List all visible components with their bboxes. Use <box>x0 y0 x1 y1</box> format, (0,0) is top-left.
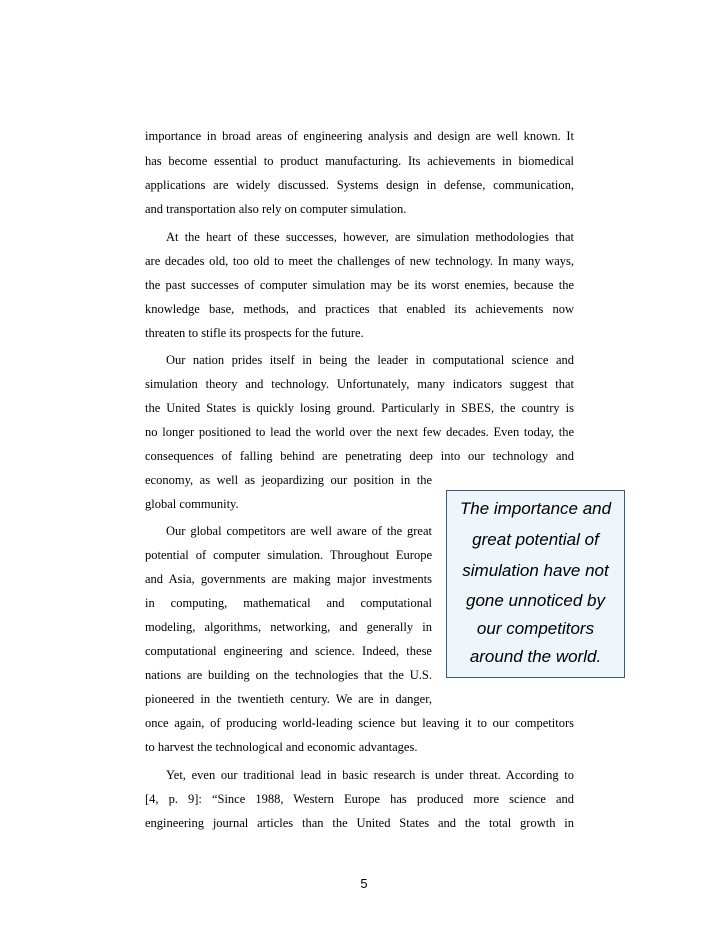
paragraph-4-line-1: Our global competitors are well aware of the great <box>166 524 432 538</box>
paragraph-4-line-6: computational engineering and science. Indeed, these <box>145 644 432 658</box>
pull-quote-line-3: simulation have not <box>462 561 609 580</box>
paragraph-4-line-9: once again, of producing world-leading science but leaving it to our competitors <box>145 716 574 730</box>
paragraph-1-line-3: applications are widely discussed. Systems design in defense, communication, <box>145 178 574 192</box>
paragraph-1-line-2: has become essential to product manufacturing. Its achievements in biomedical <box>145 154 574 168</box>
paragraph-4-line-3: and Asia, governments are making major investments <box>145 572 432 586</box>
pull-quote-box <box>446 490 625 678</box>
paragraph-5-line-3: engineering journal articles than the United States and the total growth in <box>145 816 574 830</box>
pull-quote-line-6: around the world. <box>469 647 602 666</box>
paragraph-1-line-1: importance in broad areas of engineering analysis and design are well known. It <box>145 129 574 143</box>
paragraph-2-line-5: threaten to stifle its prospects for the future. <box>145 326 364 340</box>
pull-quote-line-2: great potential of <box>472 530 599 549</box>
pull-quote-line-4: gone unnoticed by <box>466 591 605 610</box>
paragraph-5-line-2: [4, p. 9]: “Since 1988, Western Europe has produced more science and <box>145 792 574 806</box>
paragraph-4-line-10: to harvest the technological and economic advantages. <box>145 740 418 754</box>
pull-quote-line-1: The importance and <box>459 499 612 518</box>
paragraph-3-line-1: Our nation prides itself in being the leader in computational science and <box>166 353 574 367</box>
paragraph-4-line-7: nations are building on the technologies that the U.S. <box>145 668 432 682</box>
paragraph-3-line-7: global community. <box>145 497 239 511</box>
paragraph-1-line-4: and transportation also rely on computer simulation. <box>145 202 407 216</box>
paragraph-2-line-4: knowledge base, methods, and practices that enabled its achievements now <box>145 302 574 316</box>
paragraph-2-line-2: are decades old, too old to meet the challenges of new technology. In many ways, <box>145 254 574 268</box>
paragraph-3-line-6: economy, as well as jeopardizing our position in the <box>145 473 432 487</box>
paragraph-4-line-2: potential of computer simulation. Throughout Europe <box>145 548 432 562</box>
page-number: 5 <box>360 876 368 891</box>
paragraph-2-line-3: the past successes of computer simulation may be its worst enemies, because the <box>145 278 574 292</box>
paragraph-3-line-4: no longer positioned to lead the world over the next few decades. Even today, the <box>145 425 574 439</box>
pull-quote-line-5: our competitors <box>476 619 595 638</box>
paragraph-3-line-3: the United States is quickly losing ground. Particularly in SBES, the country is <box>145 401 574 415</box>
paragraph-5-line-1: Yet, even our traditional lead in basic research is under threat. According to <box>166 768 574 782</box>
paragraph-4-line-5: modeling, algorithms, networking, and generally in <box>145 620 432 634</box>
paragraph-4-line-4: in computing, mathematical and computational <box>145 596 432 610</box>
paragraph-2-line-1: At the heart of these successes, however, are simulation methodologies that <box>166 230 574 244</box>
paragraph-4-line-8: pioneered in the twentieth century. We are in danger, <box>145 692 432 706</box>
paragraph-3-line-2: simulation theory and technology. Unfortunately, many indicators suggest that <box>145 377 574 391</box>
paragraph-3-line-5: consequences of falling behind are penetrating deep into our technology and <box>145 449 574 463</box>
